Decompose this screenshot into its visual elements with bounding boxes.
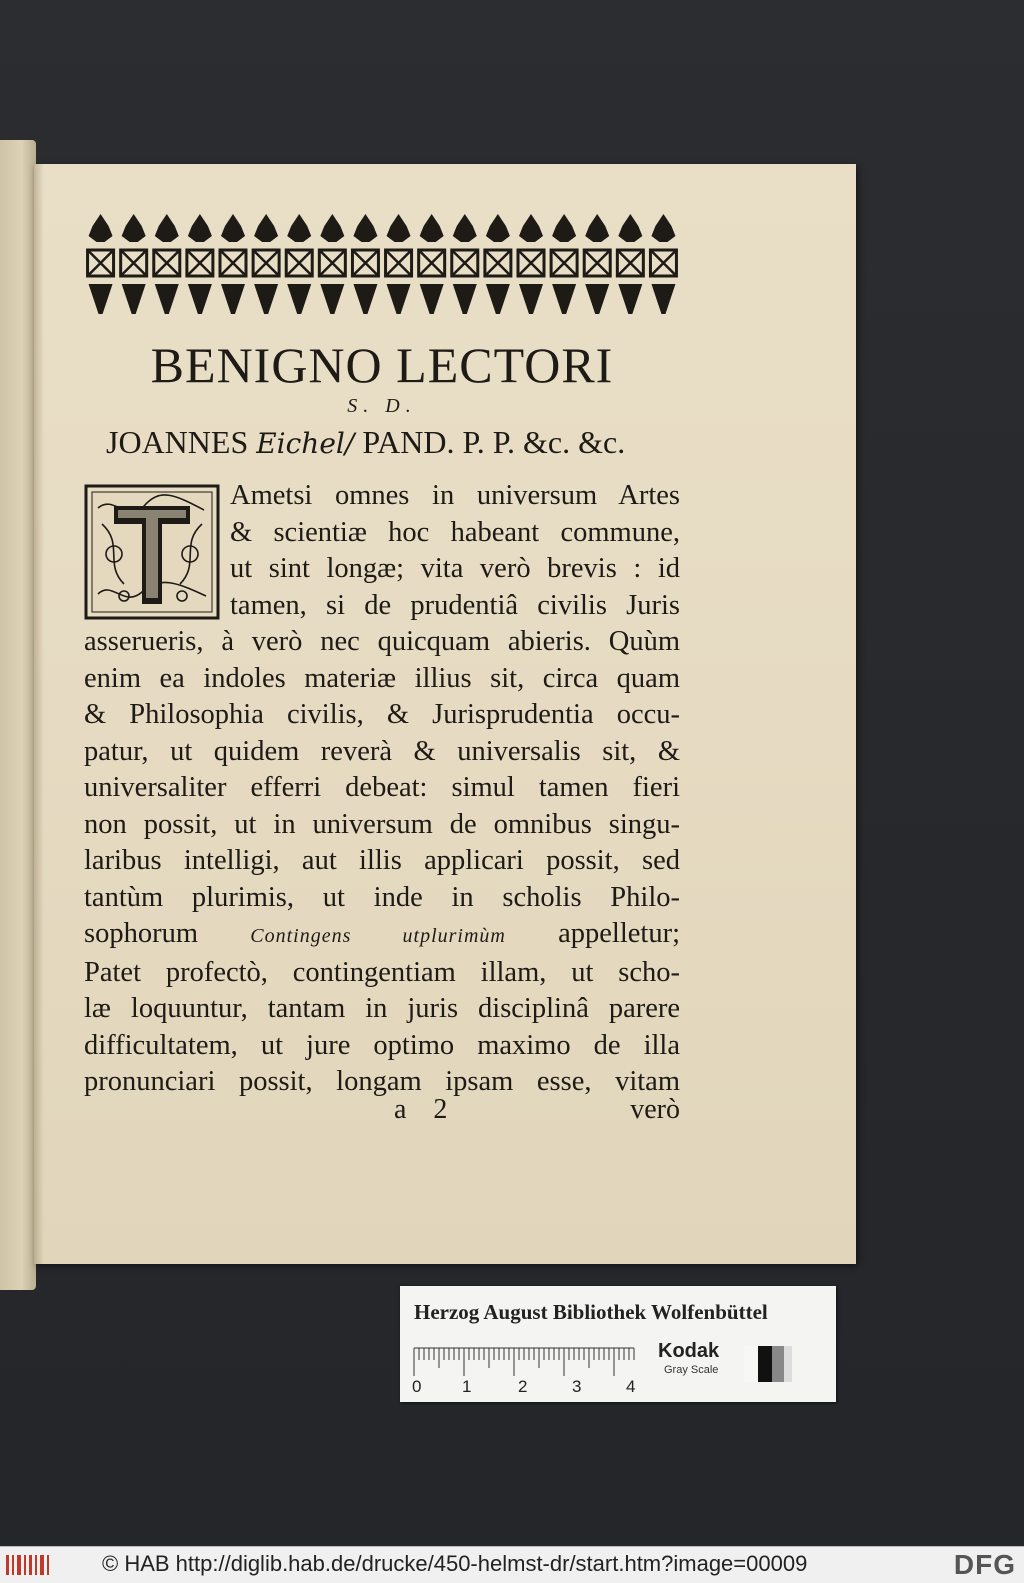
- body-line: pronunciari possit, longam ipsam esse, vitam: [84, 1066, 680, 1097]
- italic-phrase: Contingens utplurimùm: [250, 925, 506, 947]
- printers-ornament-band: [84, 212, 680, 316]
- body-line: enim ea indoles materiæ illius sit, circa quam: [84, 662, 680, 694]
- body-line: Patet profectò, contingentiam illam, ut scho-: [84, 956, 680, 988]
- page-foot: [84, 1094, 680, 1134]
- body-word: appelletur;: [558, 918, 680, 949]
- body-line: difficultatem, ut jure optimo maximo de illa: [84, 1029, 680, 1061]
- gray-scale-label: Gray Scale: [664, 1364, 719, 1376]
- facing-page-edge: [0, 140, 36, 1290]
- scale-card-title: Herzog August Bibliothek Wolfenbüttel: [414, 1300, 768, 1324]
- body-line: patur, ut quidem reverà & universalis sit, &: [84, 735, 680, 767]
- gutter-shadow: [34, 164, 44, 1264]
- author-name: JOANNES: [106, 424, 249, 460]
- body-text: [84, 478, 680, 1101]
- body-line: non possit, ut in universum de omnibus singu-: [84, 808, 680, 840]
- hab-barcode-logo-icon: [4, 1551, 52, 1579]
- ruler-number: 0: [412, 1377, 422, 1396]
- author-surname: Eichel/: [256, 427, 355, 460]
- body-line: & Philosophia civilis, & Jurisprudentia occu-: [84, 699, 680, 730]
- body-line: asserueris, à verò nec quicquam abieris. Quùm: [84, 626, 680, 657]
- ruler-number: 1: [462, 1377, 472, 1396]
- author-title: PAND. P. P. &c. &c.: [362, 424, 626, 460]
- viewer-footer: [0, 1546, 1024, 1583]
- body-word: sophorum: [84, 918, 198, 949]
- body-line: læ loquuntur, tantam in juris disciplinâ parere: [84, 993, 680, 1024]
- copyright-link[interactable]: © HAB http://diglib.hab.de/drucke/450-helmst-dr/start.htm?image=00009: [102, 1551, 808, 1576]
- salutation: S. D.: [347, 395, 417, 417]
- body-line-italic: [84, 916, 680, 955]
- ruler-number: 4: [626, 1377, 636, 1396]
- gray-patches: [744, 1346, 792, 1382]
- kodak-brand: Kodak: [658, 1340, 720, 1362]
- body-line: & scientiæ hoc habeant commune,: [230, 516, 680, 548]
- ruler-number: 2: [518, 1377, 528, 1396]
- body-line: laribus intelligi, aut illis applicari possit, sed: [84, 845, 680, 876]
- signature-mark: a 2: [394, 1094, 458, 1125]
- body-line: ut sint longæ; vita verò brevis : id: [230, 553, 680, 584]
- ruler-number: 3: [572, 1377, 582, 1396]
- body-line: Ametsi omnes in universum Artes: [230, 480, 680, 511]
- body-line: universaliter efferri debeat: simul tamen fieri: [84, 772, 680, 803]
- body-line: tantùm plurimis, ut inde in scholis Philo-: [84, 881, 680, 913]
- body-line: tamen, si de prudentiâ civilis Juris: [230, 589, 680, 621]
- dfg-logo: DFG: [953, 1549, 1016, 1580]
- color-scale-card: [400, 1286, 836, 1402]
- page-heading: BENIGNO LECTORI: [150, 337, 614, 393]
- author-byline: [106, 424, 680, 461]
- ruler-scale: [414, 1342, 644, 1396]
- catchword: verò: [630, 1094, 680, 1125]
